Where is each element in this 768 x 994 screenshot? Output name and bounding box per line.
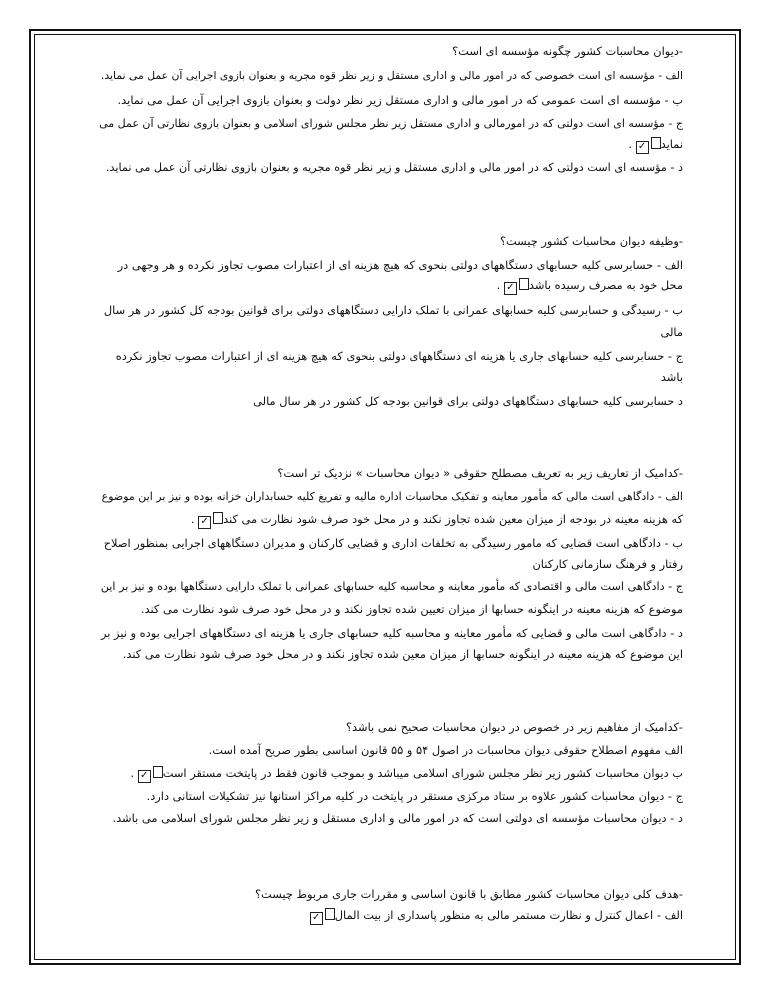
q3-option-a: الف - دادگاهی است مالی که مأمور معاینه و تفکیک محاسبات اداره مالیه و تفریغ کلیه حسابداران خزانه بوده و نیز بر این موضوع bbox=[101, 490, 683, 503]
checkmark-box-icon: ✓ bbox=[138, 770, 151, 783]
q2-option-b: ب - رسیدگی و حسابرسی کلیه حسابهای عمرانی با تملک دارایی دستگاههای دولتی برای قوانین بودجه کل کشور در هر سال bbox=[103, 303, 683, 317]
q4-option-a: الف مفهوم اصطلاح حقوقی دیوان محاسبات در اصول ۵۴ و ۵۵ قانون اساسی بطور صریح آمده است. bbox=[208, 743, 683, 757]
q4-option-b-text: ب دیوان محاسبات کشور زیر نظر مجلس شورای اسلامی میباشد و بموجب قانون فقط در پایتخت مستقر است bbox=[162, 766, 683, 780]
q3-option-a-tail: که هزینه معینه در بودجه از میزان معین شده تجاوز نکند و در محل خود صرف شود نظارت می کند bbox=[223, 512, 683, 526]
question-1-title: -دیوان محاسبات کشور چگونه مؤسسه ای است؟ bbox=[452, 44, 683, 58]
question-3-title: -کدامیک از تعاریف زیر به تعریف مصطلح حقوقی « دیوان محاسبات » نزدیک تر است؟ bbox=[277, 466, 683, 480]
q2-option-c: ج - حسابرسی کلیه حسابهای جاری یا هزینه ای دستگاههای دولتی بنحوی که هیچ هزینه ای از اعتبارات مصوب تجاوز نکرده bbox=[115, 349, 683, 363]
empty-box-icon bbox=[651, 137, 661, 149]
q2-option-a: الف - حسابرسی کلیه حسابهای دستگاههای دولتی بنحوی که هیچ هزینه ای از اعتبارات مصوب تجاوز نکرده و هر وجهی در bbox=[117, 258, 683, 272]
q3-option-a-cont: که هزینه معینه در بودجه از میزان معین شده تجاوز نکند و در محل خود صرف شود نظارت می کند✓ . bbox=[190, 512, 683, 527]
q2-option-d: د حسابرسی کلیه حسابهای دستگاههای دولتی برای قوانین بودجه کل کشور در هر سال مالی bbox=[253, 394, 683, 408]
q4-option-c: ج - دیوان محاسبات کشور علاوه بر ستاد مرکزی مستقر در پایتخت در کلیه مراکز استانها نیز تشکیلات استانی دارد. bbox=[146, 789, 683, 803]
q1-option-c-tail: نماید bbox=[660, 137, 683, 151]
q3-option-b: ب - دادگاهی است قضایی که مامور رسیدگی به تخلفات اداری و قضایی کارکنان و مدیران دستگاههای اجرایی بمنظور اصلاح bbox=[103, 536, 683, 550]
checkmark-box-icon: ✓ bbox=[636, 141, 649, 154]
q3-option-c: ج - دادگاهی است مالی و اقتصادی که مأمور معاینه و محاسبه کلیه حسابهای عمرانی با تملک دارایی دستگاهها بوده و نیز بر این bbox=[100, 580, 683, 593]
q3-option-d-cont: این موضوع که هزینه معینه در اینگونه حسابها از میزان معین شده تجاوز نکند و در محل خود صرف شود نظارت می کند. bbox=[122, 647, 683, 661]
q4-option-d: د - دیوان محاسبات مؤسسه ای دولتی است که در امور مالی و اداری مستقل و زیر نظر مجلس شورای اسلامی می باشد. bbox=[112, 811, 683, 825]
q2-option-c-cont: باشد bbox=[660, 370, 683, 384]
checkmark-box-icon: ✓ bbox=[504, 282, 517, 295]
empty-box-icon bbox=[213, 512, 223, 524]
q2-option-a-cont: محل خود به مصرف رسیده باشد✓ . bbox=[496, 278, 683, 293]
q3-option-b-cont: رفتار و فرهنگ سازمانی کارکنان bbox=[532, 557, 683, 571]
q4-option-b: ب دیوان محاسبات کشور زیر نظر مجلس شورای اسلامی میباشد و بموجب قانون فقط در پایتخت مستقر است✓ . bbox=[130, 766, 683, 781]
q1-option-a: الف - مؤسسه ای است خصوصی که در امور مالی و اداری مستقل و زیر نظر قوه مجریه و بعنوان بازوی اجرایی آن عمل می نماید. bbox=[100, 69, 683, 82]
empty-box-icon bbox=[519, 278, 529, 290]
q3-option-c-cont: موضوع که هزینه معینه در اینگونه حسابها از میزان تعیین شده تجاوز نکند و در محل خود صرف شود نظارت می کند. bbox=[140, 602, 683, 616]
checkmark-box-icon: ✓ bbox=[310, 912, 323, 925]
question-5-title: -هدف کلی دیوان محاسبات کشور مطابق با قانون اساسی و مقررات جاری مربوط چیست؟ bbox=[255, 887, 683, 901]
empty-box-icon bbox=[325, 908, 335, 920]
q5-option-a bbox=[100, 908, 683, 925]
question-4-title: -کدامیک از مفاهیم زیر در خصوص در دیوان محاسبات صحیح نمی باشد؟ bbox=[346, 720, 683, 734]
q3-option-d: د - دادگاهی است مالی و قضایی که مأمور معاینه و محاسبه کلیه حسابهای جاری یا هزینه ای دستگاههای اجرایی بوده و نیز بر bbox=[100, 626, 683, 640]
q1-option-b: ب - مؤسسه ای است عمومی که در امور مالی و اداری مستقل زیر نظر دولت و بعنوان بازوی اجرایی آن عمل می نماید. bbox=[117, 93, 683, 107]
q2-option-b-cont: مالی bbox=[660, 325, 683, 339]
q5-option-a-text: الف - اعمال کنترل و نظارت مستمر مالی به منظور پاسداری از بیت المال bbox=[334, 908, 683, 922]
q1-option-c: ج - مؤسسه ای است دولتی که در امورمالی و اداری مستقل زیر نظر مجلس شورای اسلامی و بعنوان بازوی نظارتی آن عمل می bbox=[99, 117, 683, 130]
q1-option-d: د - مؤسسه ای است دولتی که در امور مالی و اداری مستقل و زیر نظر قوه مجریه و بعنوان بازوی نظارتی آن عمل می نماید. bbox=[105, 161, 683, 174]
empty-box-icon bbox=[153, 766, 163, 778]
question-2-title: -وظیفه دیوان محاسبات کشور چیست؟ bbox=[499, 234, 683, 248]
checkmark-box-icon: ✓ bbox=[198, 516, 211, 529]
q1-option-c-cont: نماید✓ . bbox=[628, 137, 683, 152]
q2-option-a-tail: محل خود به مصرف رسیده باشد bbox=[528, 278, 683, 292]
